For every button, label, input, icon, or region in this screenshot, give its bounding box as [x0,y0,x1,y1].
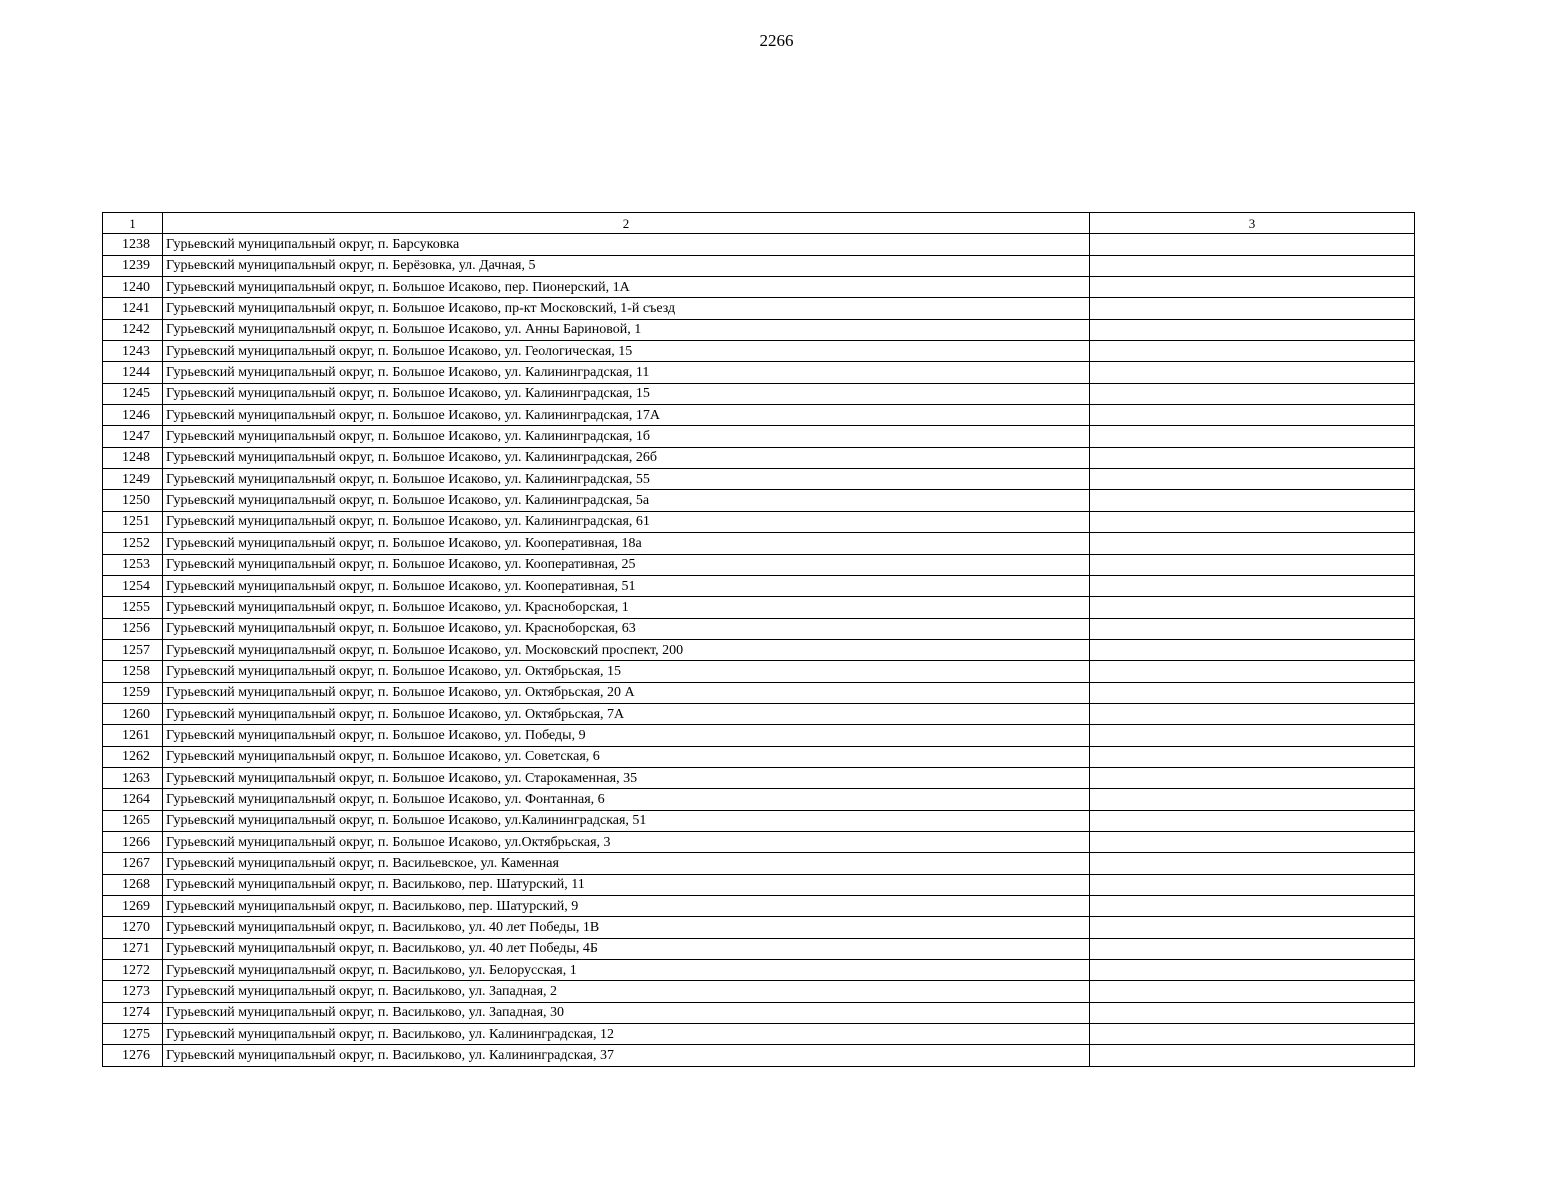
row-number-cell: 1263 [103,767,163,788]
address-cell: Гурьевский муниципальный округ, п. Большое Исаково, ул. Калининградская, 17А [163,405,1090,426]
address-cell: Гурьевский муниципальный округ, п. Большое Исаково, ул. Красноборская, 1 [163,597,1090,618]
column-3-cell [1090,405,1415,426]
address-cell: Гурьевский муниципальный округ, п. Большое Исаково, ул. Калининградская, 11 [163,362,1090,383]
row-number-cell: 1257 [103,639,163,660]
column-3-cell [1090,298,1415,319]
row-number-cell: 1254 [103,575,163,596]
address-cell: Гурьевский муниципальный округ, п. Большое Исаково, ул. Октябрьская, 15 [163,661,1090,682]
address-cell: Гурьевский муниципальный округ, п. Большое Исаково, ул. Старокаменная, 35 [163,767,1090,788]
table-row [103,533,1415,554]
table-header-row [103,213,1415,234]
table-row [103,575,1415,596]
header-cell-num: 1 [103,213,163,234]
address-cell: Гурьевский муниципальный округ, п. Большое Исаково, ул. Красноборская, 63 [163,618,1090,639]
row-number-cell: 1261 [103,725,163,746]
address-cell: Гурьевский муниципальный округ, п. Васильково, ул. Калининградская, 37 [163,1045,1090,1066]
table-row [103,255,1415,276]
address-cell: Гурьевский муниципальный округ, п. Большое Исаково, ул. Кооперативная, 51 [163,575,1090,596]
table-row [103,981,1415,1002]
table-row [103,319,1415,340]
column-3-cell [1090,831,1415,852]
table-row [103,298,1415,319]
row-number-cell: 1240 [103,277,163,298]
row-number-cell: 1268 [103,874,163,895]
header-cell-extra: 3 [1090,213,1415,234]
row-number-cell: 1271 [103,938,163,959]
address-cell: Гурьевский муниципальный округ, п. Васильково, ул. Западная, 30 [163,1002,1090,1023]
table-row [103,682,1415,703]
table-row [103,405,1415,426]
row-number-cell: 1246 [103,405,163,426]
address-cell: Гурьевский муниципальный округ, п. Большое Исаково, ул. Московский проспект, 200 [163,639,1090,660]
row-number-cell: 1253 [103,554,163,575]
column-3-cell [1090,234,1415,255]
row-number-cell: 1269 [103,896,163,917]
row-number-cell: 1243 [103,341,163,362]
address-cell: Гурьевский муниципальный округ, п. Большое Исаково, ул. Октябрьская, 20 А [163,682,1090,703]
row-number-cell: 1260 [103,703,163,724]
table-row [103,853,1415,874]
address-cell: Гурьевский муниципальный округ, п. Большое Исаково, ул.Калининградская, 51 [163,810,1090,831]
address-cell: Гурьевский муниципальный округ, п. Большое Исаково, ул. Калининградская, 55 [163,469,1090,490]
column-3-cell [1090,703,1415,724]
table-row [103,490,1415,511]
column-3-cell [1090,1002,1415,1023]
column-3-cell [1090,447,1415,468]
table-row [103,426,1415,447]
address-cell: Гурьевский муниципальный округ, п. Барсуковка [163,234,1090,255]
column-3-cell [1090,383,1415,404]
table-row [103,917,1415,938]
address-cell: Гурьевский муниципальный округ, п. Большое Исаково, ул. Советская, 6 [163,746,1090,767]
address-cell: Гурьевский муниципальный округ, п. Васильково, ул. 40 лет Победы, 4Б [163,938,1090,959]
column-3-cell [1090,618,1415,639]
table-row [103,618,1415,639]
row-number-cell: 1238 [103,234,163,255]
table-row [103,1024,1415,1045]
address-cell: Гурьевский муниципальный округ, п. Большое Исаково, ул.Октябрьская, 3 [163,831,1090,852]
table-row [103,896,1415,917]
table-row [103,725,1415,746]
row-number-cell: 1239 [103,255,163,276]
row-number-cell: 1251 [103,511,163,532]
address-cell: Гурьевский муниципальный округ, п. Большое Исаково, ул. Кооперативная, 18а [163,533,1090,554]
column-3-cell [1090,661,1415,682]
address-cell: Гурьевский муниципальный округ, п. Большое Исаково, ул. Калининградская, 26б [163,447,1090,468]
column-3-cell [1090,981,1415,1002]
row-number-cell: 1265 [103,810,163,831]
table-row [103,469,1415,490]
address-table [102,212,1415,1067]
address-cell: Гурьевский муниципальный округ, п. Васильково, ул. Белорусская, 1 [163,960,1090,981]
page-number: 2266 [759,31,794,50]
column-3-cell [1090,469,1415,490]
column-3-cell [1090,938,1415,959]
column-3-cell [1090,874,1415,895]
column-3-cell [1090,319,1415,340]
address-cell: Гурьевский муниципальный округ, п. Большое Исаково, ул. Калининградская, 1б [163,426,1090,447]
address-cell: Гурьевский муниципальный округ, п. Васильково, ул. 40 лет Победы, 1В [163,917,1090,938]
column-3-cell [1090,746,1415,767]
row-number-cell: 1255 [103,597,163,618]
column-3-cell [1090,896,1415,917]
row-number-cell: 1273 [103,981,163,1002]
column-3-cell [1090,1045,1415,1066]
row-number-cell: 1256 [103,618,163,639]
row-number-cell: 1252 [103,533,163,554]
table-row [103,703,1415,724]
table-row [103,1002,1415,1023]
column-3-cell [1090,917,1415,938]
row-number-cell: 1245 [103,383,163,404]
header-cell-address: 2 [163,213,1090,234]
row-number-cell: 1272 [103,960,163,981]
table-row [103,874,1415,895]
column-3-cell [1090,789,1415,810]
row-number-cell: 1275 [103,1024,163,1045]
address-cell: Гурьевский муниципальный округ, п. Большое Исаково, ул. Калининградская, 5а [163,490,1090,511]
address-cell: Гурьевский муниципальный округ, п. Большое Исаково, ул. Кооперативная, 25 [163,554,1090,575]
address-cell: Гурьевский муниципальный округ, п. Васильково, ул. Калининградская, 12 [163,1024,1090,1045]
table-row [103,661,1415,682]
row-number-cell: 1241 [103,298,163,319]
row-number-cell: 1247 [103,426,163,447]
table-row [103,383,1415,404]
table-row [103,511,1415,532]
table-row [103,831,1415,852]
column-3-cell [1090,767,1415,788]
address-cell: Гурьевский муниципальный округ, п. Большое Исаково, ул. Фонтанная, 6 [163,789,1090,810]
column-3-cell [1090,597,1415,618]
table-row [103,554,1415,575]
table-row [103,362,1415,383]
column-3-cell [1090,1024,1415,1045]
address-cell: Гурьевский муниципальный округ, п. Васильевское, ул. Каменная [163,853,1090,874]
address-cell: Гурьевский муниципальный округ, п. Большое Исаково, ул. Калининградская, 15 [163,383,1090,404]
column-3-cell [1090,277,1415,298]
column-3-cell [1090,511,1415,532]
address-cell: Гурьевский муниципальный округ, п. Большое Исаково, пр-кт Московский, 1-й съезд [163,298,1090,319]
address-cell: Гурьевский муниципальный округ, п. Васильково, пер. Шатурский, 9 [163,896,1090,917]
address-cell: Гурьевский муниципальный округ, п. Большое Исаково, ул. Октябрьская, 7А [163,703,1090,724]
column-3-cell [1090,810,1415,831]
column-3-cell [1090,575,1415,596]
row-number-cell: 1270 [103,917,163,938]
table-row [103,341,1415,362]
table-row [103,810,1415,831]
address-cell: Гурьевский муниципальный округ, п. Большое Исаково, пер. Пионерский, 1А [163,277,1090,298]
table-row [103,789,1415,810]
table-row [103,746,1415,767]
address-cell: Гурьевский муниципальный округ, п. Большое Исаково, ул. Геологическая, 15 [163,341,1090,362]
column-3-cell [1090,682,1415,703]
column-3-cell [1090,554,1415,575]
address-cell: Гурьевский муниципальный округ, п. Васильково, ул. Западная, 2 [163,981,1090,1002]
column-3-cell [1090,255,1415,276]
row-number-cell: 1262 [103,746,163,767]
row-number-cell: 1267 [103,853,163,874]
address-cell: Гурьевский муниципальный округ, п. Васильково, пер. Шатурский, 11 [163,874,1090,895]
table-row [103,938,1415,959]
row-number-cell: 1250 [103,490,163,511]
table-row [103,234,1415,255]
row-number-cell: 1248 [103,447,163,468]
row-number-cell: 1266 [103,831,163,852]
table-row [103,767,1415,788]
table-row [103,597,1415,618]
table-row [103,639,1415,660]
row-number-cell: 1258 [103,661,163,682]
address-cell: Гурьевский муниципальный округ, п. Большое Исаково, ул. Анны Бариновой, 1 [163,319,1090,340]
row-number-cell: 1274 [103,1002,163,1023]
column-3-cell [1090,853,1415,874]
row-number-cell: 1264 [103,789,163,810]
row-number-cell: 1276 [103,1045,163,1066]
column-3-cell [1090,341,1415,362]
column-3-cell [1090,426,1415,447]
row-number-cell: 1244 [103,362,163,383]
address-cell: Гурьевский муниципальный округ, п. Большое Исаково, ул. Победы, 9 [163,725,1090,746]
column-3-cell [1090,362,1415,383]
row-number-cell: 1259 [103,682,163,703]
address-cell: Гурьевский муниципальный округ, п. Большое Исаково, ул. Калининградская, 61 [163,511,1090,532]
row-number-cell: 1242 [103,319,163,340]
address-cell: Гурьевский муниципальный округ, п. Берёзовка, ул. Дачная, 5 [163,255,1090,276]
table-row [103,277,1415,298]
column-3-cell [1090,639,1415,660]
table-row [103,1045,1415,1066]
table-row [103,960,1415,981]
row-number-cell: 1249 [103,469,163,490]
column-3-cell [1090,960,1415,981]
column-3-cell [1090,725,1415,746]
table-row [103,447,1415,468]
column-3-cell [1090,490,1415,511]
column-3-cell [1090,533,1415,554]
